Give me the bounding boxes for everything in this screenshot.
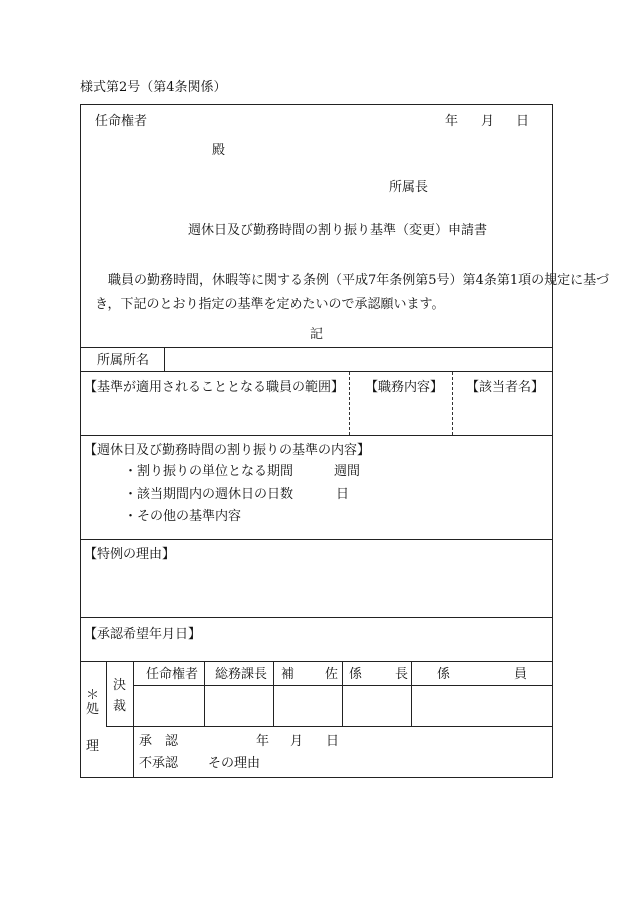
- document-title: 週休日及び勤務時間の割り振り基準（変更）申請書: [188, 223, 488, 238]
- frame-top: [80, 104, 553, 105]
- processing-sho: 処: [86, 702, 100, 717]
- divider-processing: [80, 661, 553, 662]
- date-day: 日: [516, 114, 530, 129]
- proc-vline-e: [342, 661, 343, 726]
- content-item-other: ・その他の基準内容: [124, 509, 242, 524]
- proc-vline-c: [204, 661, 205, 726]
- proc-vline-f: [411, 661, 412, 726]
- content-item-holidays: ・該当期間内の週休日の日数: [124, 487, 294, 502]
- col-kakari-1: 係: [349, 667, 363, 682]
- date-year: 年: [445, 114, 459, 129]
- appointer-label: 任命権者: [95, 114, 148, 129]
- col-general-affairs: 総務課長: [215, 667, 268, 682]
- body-line-1: 職員の勤務時間，休暇等に関する条例（平成7年条例第5号）第4条第1項の規定に基づ: [108, 273, 610, 288]
- special-reason-label: 【特例の理由】: [84, 547, 176, 562]
- col-cho: 長: [395, 667, 409, 682]
- office-head-label: 所属長: [389, 180, 429, 195]
- form-number-label: 様式第2号（第4条関係）: [80, 80, 227, 95]
- persons-label: 【該当者名】: [466, 380, 545, 395]
- frame-right: [552, 104, 553, 778]
- office-name-label: 所属所名: [97, 353, 150, 368]
- approve-day: 日: [326, 734, 340, 749]
- scope-dash-1: [349, 372, 350, 435]
- ki-mark: 記: [310, 327, 324, 342]
- scope-label: 【基準が適用されることとなる職員の範囲】: [84, 380, 345, 395]
- duties-label: 【職務内容】: [365, 380, 444, 395]
- proc-vline-a: [106, 661, 107, 726]
- divider-date: [80, 617, 553, 618]
- processing-ri: 理: [86, 739, 100, 754]
- proc-hline-kessai: [106, 726, 553, 727]
- approve-label: 承 認: [139, 734, 179, 749]
- content-unit-days: 日: [336, 487, 350, 502]
- frame-left: [80, 104, 81, 778]
- proc-vline-d: [273, 661, 274, 726]
- processing-asterisk: ＊: [86, 688, 100, 703]
- proc-hline-header: [133, 685, 553, 686]
- divider-reason: [80, 539, 553, 540]
- approve-month: 月: [290, 734, 304, 749]
- approve-year: 年: [256, 734, 270, 749]
- reject-reason-label: その理由: [208, 756, 261, 771]
- kessai-char-1: 決: [113, 678, 127, 693]
- office-name-separator: [164, 347, 165, 372]
- scope-dash-2: [452, 372, 453, 435]
- reject-label: 不承認: [139, 756, 179, 771]
- col-ho: 補: [281, 667, 295, 682]
- col-in: 員: [514, 667, 528, 682]
- body-line-2: き，下記のとおり指定の基準を定めたいので承認願います。: [95, 297, 445, 312]
- date-month: 月: [481, 114, 495, 129]
- approval-date-label: 【承認希望年月日】: [84, 627, 202, 642]
- divider-scope: [80, 371, 553, 372]
- divider-office: [80, 347, 553, 348]
- col-sa: 佐: [325, 667, 339, 682]
- content-label: 【週休日及び勤務時間の割り振りの基準の内容】: [84, 443, 371, 458]
- content-item-period: ・割り振りの単位となる期間: [124, 464, 294, 479]
- kessai-char-2: 裁: [113, 699, 127, 714]
- content-unit-weeks: 週間: [334, 464, 361, 479]
- divider-content: [80, 435, 553, 436]
- honorific: 殿: [212, 143, 226, 158]
- proc-vline-b: [133, 661, 134, 778]
- col-kakari-2: 係: [437, 667, 451, 682]
- col-appointer: 任命権者: [146, 667, 199, 682]
- frame-bottom: [80, 777, 553, 778]
